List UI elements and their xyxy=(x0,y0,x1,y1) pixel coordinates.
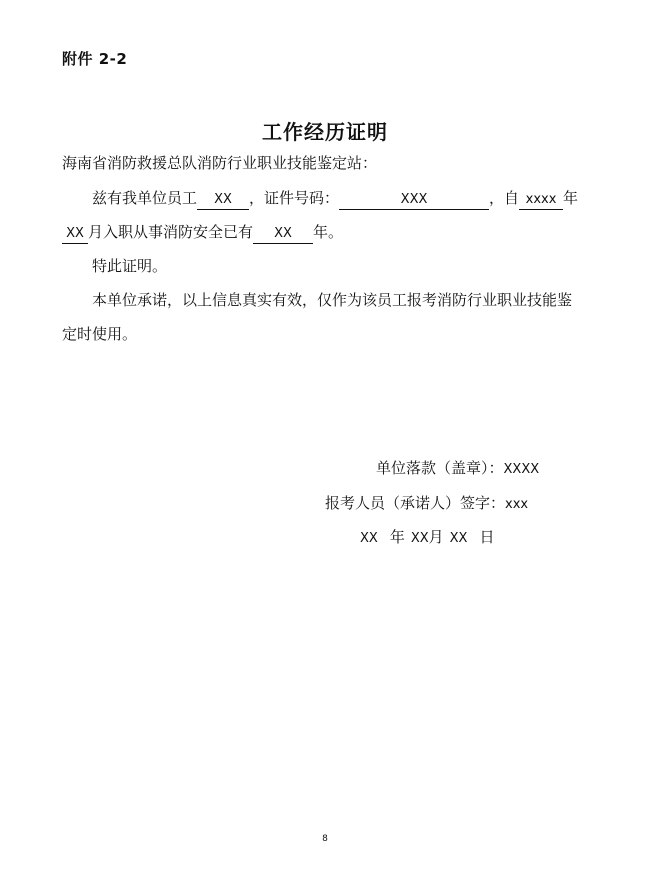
attachment-label: 附件 2-2 xyxy=(62,50,128,68)
page-number: 8 xyxy=(322,834,328,844)
date-year-char: 年 xyxy=(389,528,405,546)
employee-name-field: XX xyxy=(197,191,249,210)
date-day-char: 日 xyxy=(479,528,495,546)
signature-date-line xyxy=(360,527,494,549)
id-number-field: XXX xyxy=(339,191,489,210)
paragraph-employee-line2 xyxy=(62,222,343,244)
addressee-line: 海南省消防救援总队消防行业职业技能鉴定站： xyxy=(62,154,378,172)
end-text: 年。 xyxy=(313,223,344,241)
start-year-field: xxxx xyxy=(519,191,563,210)
paragraph-commitment-line1: 本单位承诺，以上信息真实有效，仅作为该员工报考消防行业职业技能鉴 xyxy=(92,291,573,309)
applicant-signature-label: 报考人员（承诺人）签字： xyxy=(325,494,506,512)
paragraph-employee-line1 xyxy=(92,188,578,210)
date-day: XX xyxy=(449,531,468,546)
employee-prefix: 兹有我单位员工 xyxy=(92,189,198,207)
unit-signature-line xyxy=(376,458,539,480)
applicant-signature-line xyxy=(325,493,528,515)
years-count-field: XX xyxy=(253,225,313,244)
unit-signature-value: XXXX xyxy=(503,462,540,477)
date-month: XX xyxy=(410,531,429,546)
applicant-signature-value: xxx xyxy=(505,497,529,512)
year-char: 年 xyxy=(563,189,579,207)
from-label: ，自 xyxy=(489,189,520,207)
joined-text: 月入职从事消防安全已有 xyxy=(88,223,254,241)
date-year: XX xyxy=(360,531,378,546)
document-title: 工作经历证明 xyxy=(262,120,388,144)
unit-signature-label: 单位落款（盖章）： xyxy=(376,459,504,477)
start-month-field: XX xyxy=(62,225,88,244)
date-month-char: 月 xyxy=(428,528,444,546)
id-label: ，证件号码： xyxy=(249,189,340,207)
paragraph-commitment-line2: 定时使用。 xyxy=(62,325,138,343)
paragraph-certify: 特此证明。 xyxy=(92,257,168,275)
